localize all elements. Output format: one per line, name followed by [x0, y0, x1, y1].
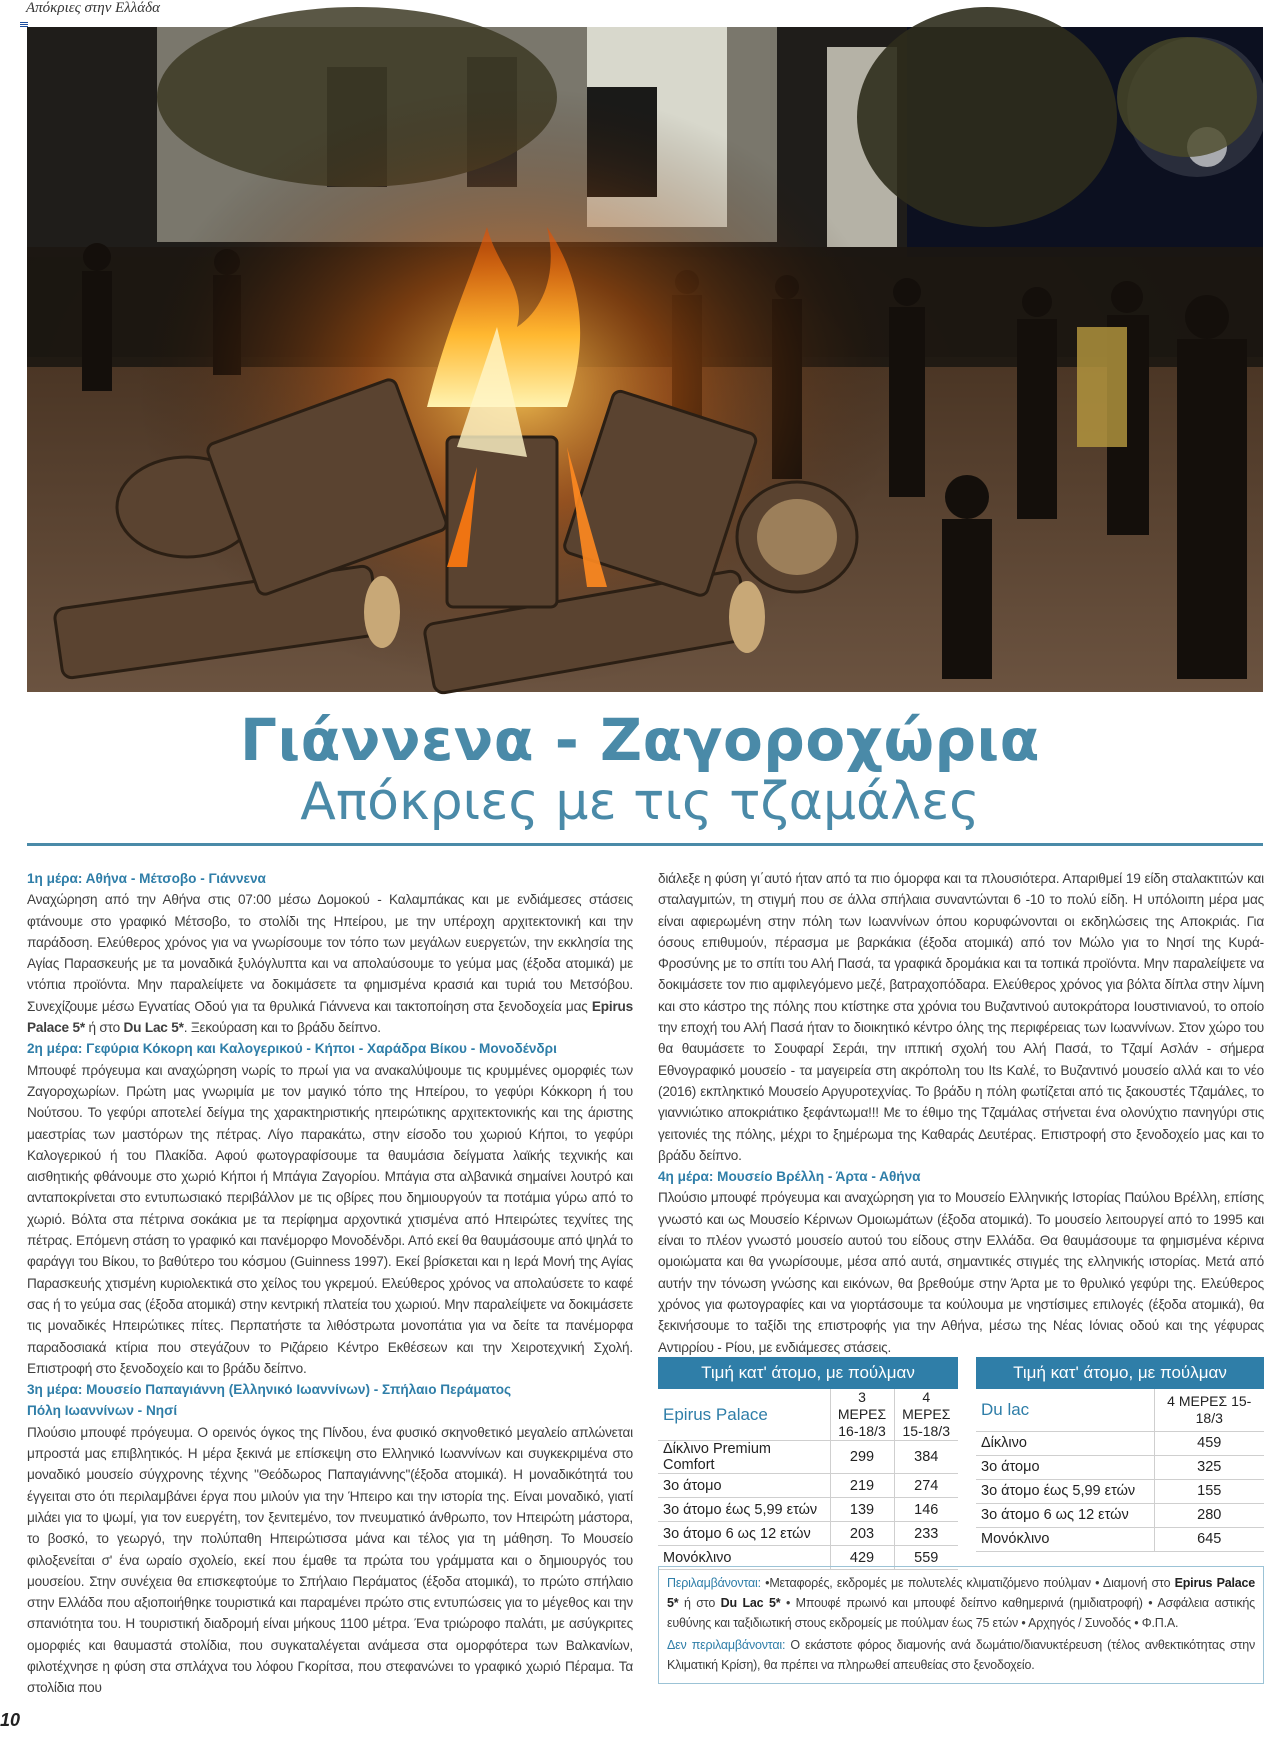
day3-text-left: Πλούσιο μπουφέ πρόγευμα. Ο ορεινός όγκος της Πίνδου, ένα φυσικό σκηνοθετικό μεγαλείο απλώνεται μπροστά μας επιβλητικός. Η μέρα ξεκινά με επίσκεψη στο Ελληνικό Ιωαννίνων και συγκεκριμένα στο μοναδικό μουσείο σύγχρονης τέχνης "Θεόδωρος Παπαγιάννης"(έξοδα ατομικά). Η μοναδικότητά του έγγειται στο ότι περιλαμβάνει έργα που μιλούν για την Ήπειρο και την ιστορία της. Είναι μοναδικό, γιατί μιλάει για το ψωμί, για τον ευεργέτη, τον ξενιτεμένο, τον πνευματικό άνθρωπο, τον Ηπειρώτη μάστορα, το βοσκό, το γεωργό, την πολύπαθη Ηπειρώτισσα μάνα και τέλος για τη μάθηση. Το Μουσείο φιλοξενείται σ' ένα ωραίο σχολείο, εκεί που έμαθε τα πρώτα του γράμματα και ο δημιουργός του μουσείου. Στην συνέχεια θα επισκεφτούμε το Σπήλαιο Περάματος (έξοδα ατομικά), το πρώτο σπήλαιο στην Ελλάδα που αξιοποιήθηκε τουριστικά και παραμένει πρώτο στις εντυπώσεις για το μέγεθος και την σπανιότητα του. Η τουριστική διαδρομή είναι μήκους 1100 μέτρα. Ένα τριώροφο παλάτι, με ασύγκριτες ομορφιές και θαυμαστά στολίδια, που συγκαταλέγεται ανάμεσα στα ομορφότερα των Βαλκανίων, φιλοτέχνησε η φύση στα σπλάχνα του λόφου Γκορίτσα, που στεφανώνει το γραφικό χωριό Πέραμα. Τα στολίδια που: [27, 1424, 633, 1696]
price-cell: 233: [894, 1522, 958, 1546]
room-type: 3ο άτομο: [658, 1474, 830, 1498]
day4-heading: 4η μέρα: Μουσείο Βρέλλη - Άρτα - Αθήνα: [658, 1169, 921, 1185]
room-type: Δίκλινο Premium Comfort: [658, 1441, 830, 1474]
itinerary-left-column: [27, 868, 633, 1723]
title-divider: [27, 843, 1263, 846]
price-cell: 299: [830, 1441, 894, 1474]
day3-heading: 3η μέρα: Μουσείο Παπαγιάννη (Ελληνικό Ιωαννίνων) - Σπήλαιο Περάματος: [27, 1382, 512, 1398]
price-cell: 459: [1154, 1431, 1264, 1455]
table-row: [976, 1455, 1264, 1479]
price-table-hotel-name: Epirus Palace: [658, 1389, 830, 1441]
page-title: Γιάννενα - Ζαγοροχώρια: [240, 706, 1040, 774]
day2-heading: 2η μέρα: Γεφύρια Κόκορη και Καλογερικού - Κήποι - Χαράδρα Βίκου - Μονοδένδρι: [27, 1041, 557, 1057]
price-table-epirus: [658, 1357, 958, 1570]
included-hotel-dulac: Du Lac 5*: [720, 1596, 781, 1610]
room-type: 3ο άτομο 6 ως 12 ετών: [976, 1503, 1154, 1527]
price-cell: 645: [1154, 1527, 1264, 1551]
included-text: •Μεταφορές, εκδρομές με πολυτελές κλιματιζόμενο πούλμαν • Διαμονή στο: [760, 1576, 1175, 1590]
not-included-text: Ο εκάστοτε φόρος διαμονής ανά δωμάτιο/διανυκτέρευση (τέλος ανθεκτικότητας στην Κλιματική Κρίση), θα πρέπει να πληρωθεί απευθείας στο ξενοδοχείο.: [667, 1638, 1255, 1672]
room-type: 3ο άτομο 6 ως 12 ετών: [658, 1522, 830, 1546]
price-table-col-header: 3 ΜΕΡΕΣ 16-18/3: [830, 1389, 894, 1441]
price-table-dulac: [976, 1357, 1264, 1552]
price-table-caption: Τιμή κατ' άτομο, με πούλμαν: [976, 1357, 1264, 1389]
day2-text: Μπουφέ πρόγευμα και αναχώρηση νωρίς το πρωί για να ανακαλύψουμε τις κρυμμένες ομορφιές των Ζαγοροχωρίων. Πρώτη μας γνωριμία με τον μαγικό τόπο της Ηπείρου, το γεφύρι Κόκκορη ή του Νούτσου. Το γεφύρι αποτελεί δείγμα της χαρακτηριστικής ηπειρώτικης αρχιτεκτονικής και της άριστης μαεστρίας των μαστόρων της πέτρας. Λίγο παρακάτω, στην είσοδο του χωριού Κήποι, το γεφύρι Καλογερικού ή του Πλακίδα. Αφού φωτογραφίσουμε τα θαυμάσια δείγματα λαϊκής τεχνικής και αισθητικής φθάνουμε στο χωριό Κήποι ή Μπάγια Ζαγορίου. Μπάγια στα αλβανικά σημαίνει λουτρό και ανταποκρίνεται στο εντυπωσιακό περιβάλλον με τις οβίρες που δημιουργούν τα ποτάμια γύρω από το χωριό. Βόλτα στα πέτρινα σοκάκια με τα περίφημα αρχοντικά χτισμένα από Ηπειρώτες τεχνίτες της πέτρας. Επόμενη στάση το γραφικό και πανέμορφο Μονοδένδρι. Από εκεί θα θαυμάσουμε από ψηλά το φαράγγι του Βίκου, το βαθύτερο του κόσμου (Guinness 1997). Εκεί βρίσκεται και η Ιερά Μονή της Αγίας Παρασκευής χτισμένη κυριολεκτικά στο χείλος του γκρεμού. Ελεύθερος χρόνος να απολαύσετε το καφέ σας ή το γεύμα σας (έξοδα ατομικά) στην κεντρική πλατεία του χωριού. Μην παραλείψετε να δοκιμάσετε τις μοναδικές Ηπειρώτικες πίτες. Περπατήστε τα λιθόστρωτα μονοπάτια για να δείτε τα πανέμορφα παραδοσιακά κτίρια που στεγάζουν το Ριζάρειο Κέντρο Εκθέσεων και την Χειροτεχνική Σχολή. Επιστροφή στο ξενοδοχείο και το βράδυ δείπνο.: [27, 1062, 633, 1376]
day1-hotel-epirus: Epirus Palace 5*: [27, 998, 633, 1036]
page-number: 10: [0, 1710, 21, 1730]
day3-heading-line2: Πόλη Ιωαννίνων - Νησί: [27, 1403, 178, 1419]
price-cell: 280: [1154, 1503, 1264, 1527]
room-type: 3ο άτομο: [976, 1455, 1154, 1479]
day1-text-end: . Ξεκούραση και το βράδυ δείπνο.: [183, 1020, 381, 1036]
included-hotel-epirus: Epirus Palace 5*: [667, 1576, 1255, 1610]
room-type: Δίκλινο: [976, 1431, 1154, 1455]
running-header: Απόκριες στην Ελλάδα: [26, 0, 160, 16]
inclusions-box: [658, 1566, 1264, 1684]
day1-hotel-dulac: Du Lac 5*: [123, 1020, 184, 1036]
table-row: [658, 1474, 958, 1498]
table-row: [658, 1441, 958, 1474]
price-table-col-header: 4 ΜΕΡΕΣ 15-18/3: [894, 1389, 958, 1441]
price-cell: 219: [830, 1474, 894, 1498]
price-cell: 429: [830, 1546, 894, 1570]
price-cell: 384: [894, 1441, 958, 1474]
day1-heading: 1η μέρα: Αθήνα - Μέτσοβο - Γιάννενα: [27, 871, 266, 886]
page-subtitle: Απόκριες με τις τζαμάλες: [300, 772, 980, 832]
table-row: [976, 1503, 1264, 1527]
table-row: [976, 1527, 1264, 1551]
bonfire-illustration: [27, 27, 1263, 692]
day4-text: Πλούσιο μπουφέ πρόγευμα και αναχώρηση για το Μουσείο Ελληνικής Ιστορίας Παύλου Βρέλλη, επίσης γνωστό και ως Μουσείο Κέρινων Ομοιωμάτων (έξοδα ατομικά). Το μουσείο λειτουργεί από το 1995 και είναι το πλέον γνωστό μουσείο αυτού του είδους στην Ελλάδα. Θα θαυμάσουμε τα φημισμένα κέρινα ομοιώματα και θα γνωρίσουμε, μέσα από αυτά, σημαντικές στιγμές της ελληνικής ιστορίας. Μετά από αυτήν την τόνωση γνώσης και εικόνων, θα βρεθούμε στην Άρτα με το θρυλικό γεφύρι της. Ελεύθερος χρόνος για φωτογραφίες και να γιορτάσουμε τα κούλουμα με νηστίσιμες επιλογές (έξοδα ατομικά), θα ξεκινήσουμε το ταξίδι της επιστροφής για την Αθήνα, μέσω της Νέας Ιόνιας οδού και της γέφυρας Αντιρρίου - Ρίου, με ενδιάμεσες στάσεις.: [658, 1190, 1264, 1355]
room-type: 3ο άτομο έως 5,99 ετών: [976, 1479, 1154, 1503]
price-table-hotel-name: Du lac: [976, 1389, 1154, 1431]
table-row: [658, 1498, 958, 1522]
itinerary-right-column: [658, 868, 1264, 1355]
price-cell: 155: [1154, 1479, 1264, 1503]
price-cell: 139: [830, 1498, 894, 1522]
room-type: Μονόκλινο: [658, 1546, 830, 1570]
table-row: [976, 1479, 1264, 1503]
day3-text-right: διάλεξε η φύση γι΄αυτό ήταν από τα πιο όμορφα και τα πλουσιότερα. Απαριθμεί 19 είδη σταλακτιτών και σταλαγμιτών, τη στιγμή που σε άλλα σπήλαια συναντώνται 6 -10 το πολύ είδη. Η υπόλοιπη μέρα μας είναι αφιερωμένη στην πόλη των Ιωαννίνων όπου κορυφώνονται οι εκδηλώσεις της Αποκριάς. Για όσους επιθυμούν, πέρασμα με βαρκάκια (έξοδα ατομικά) από τον Μώλο για το Νησί της Κυρά-Φροσύνης με το σπίτι του Αλή Πασά, τα γραφικά δρομάκια και τα τοπικά προϊόντα. Μην παραλείψετε να δοκιμάσετε τον πιο αμφιλεγόμενο μεζέ, βατραχοπόδαρα. Ελεύθερος χρόνος για βόλτα δίπλα στην λίμνη και στο κάστρο της πόλης που κτίστηκε στα χρόνια του Βυζαντινού αυτοκράτορα Ιουστινιανού, το οποίο την εποχή του Αλή Πασά ήταν το διοικητικό κέντρο όλης της περιφέρειας των Ιωαννίνων. Στον χώρο του θα θαυμάσετε το Σουφαρί Σεράι, την ιππική σχολή του Αλή Πασά, το Τζαμί Ασλάν - σήμερα Εθνογραφικό μουσείο - τα μαγειρεία στη ακρόπολη του Its Καλέ, το Βυζαντινό μουσείο αλλά και το νέο (2016) εκπληκτικό Μουσείο Αργυροτεχνίας. Το βράδυ η πόλη φωτίζεται από τις ξακουστές Τζαμάλες, το γιαννιώτικο αποκριάτικο ξεφάντωμα!!! Με το έθιμο της Τζαμάλας στήνεται ένα ολονύχτιο πανηγύρι στις γειτονιές της πόλης, μέχρι το ξημέρωμα της Καθαράς Δευτέρας. Επιστροφή στο ξενοδοχείο μας και το βράδυ δείπνο.: [658, 871, 1264, 1163]
table-row: [658, 1522, 958, 1546]
price-table-col-header: 4 ΜΕΡΕΣ 15-18/3: [1154, 1389, 1264, 1431]
included-label: Περιλαμβάνονται:: [667, 1576, 761, 1590]
price-cell: 325: [1154, 1455, 1264, 1479]
not-included-label: Δεν περιλαμβάνονται:: [667, 1638, 786, 1652]
included-text-end: • Μπουφέ πρωινό και μπουφέ δείπνο καθημερινά (ημιδιατροφή) • Ασφάλεια αστικής ευθύνης και ταξιδιωτική στους εκδρομείς με πούλμαν έως 75 ετών • Αρχηγός / Συνοδός • Φ.Π.Α.: [667, 1596, 1255, 1630]
day1-text-or: ή στο: [84, 1020, 124, 1036]
room-type: 3ο άτομο έως 5,99 ετών: [658, 1498, 830, 1522]
price-cell: 203: [830, 1522, 894, 1546]
day1-text: Αναχώρηση από την Αθήνα στις 07:00 μέσω Δομοκού - Καλαμπάκας και με ενδιάμεσες στάσεις φτάνουμε στο γραφικό Μέτσοβο, το στολίδι της Ηπείρου, με την υπέροχη αρχιτεκτονική και την παράδοση. Ελεύθερος χρόνος για να γνωρίσουμε τον τόπο των μεγάλων ευεργετών, την εκκλησία της Αγίας Παρασκευής με τα μοναδικά ξυλόγλυπτα και να απολαύσουμε το γεύμα μας (έξοδα ατομικά) με ντόπια προϊόντα. Μην παραλείψετε να δοκιμάσετε τα φημισμένα κρασιά και τυριά του Μετσόβου. Συνεχίζουμε μέσω Εγνατίας Οδού για τα θρυλικά Γιάννενα και τακτοποίηση στα ξενοδοχεία μας: [27, 892, 633, 1014]
price-table-caption: Τιμή κατ' άτομο, με πούλμαν: [658, 1357, 958, 1389]
included-text-or: ή στο: [678, 1596, 721, 1610]
price-cell: 274: [894, 1474, 958, 1498]
hero-photo: [27, 27, 1263, 692]
price-cell: 559: [894, 1546, 958, 1570]
table-row: [976, 1431, 1264, 1455]
room-type: Μονόκλινο: [976, 1527, 1154, 1551]
price-cell: 146: [894, 1498, 958, 1522]
